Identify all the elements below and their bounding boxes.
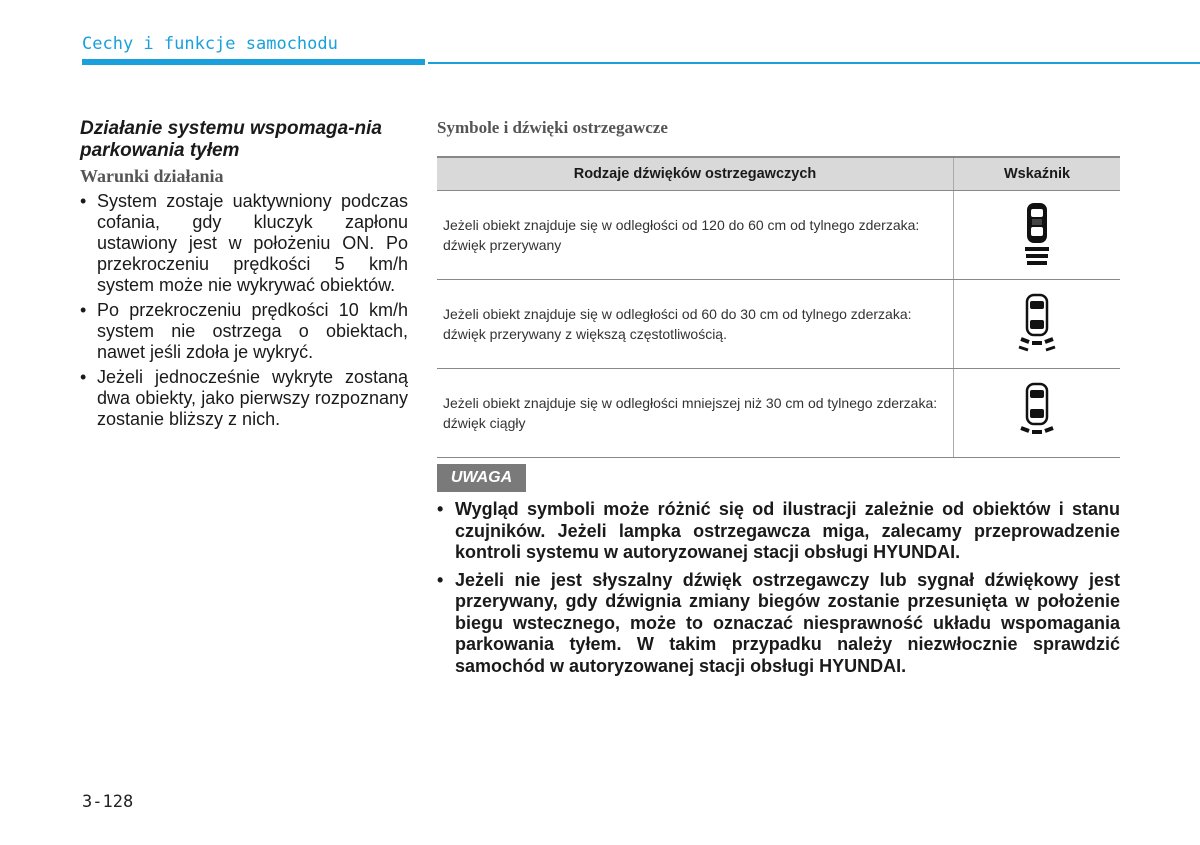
list-item xyxy=(80,191,408,296)
note-text: Wygląd symboli może różnić się od ilustracji zależnie od obiektów i stanu czujników. Jeżeli lampka ostrzegawcza miga, zalecamy przeprowadzenie kontroli systemu w autoryzowanej stacji obsługi HYUNDAI. xyxy=(455,499,1120,562)
left-column xyxy=(80,118,408,434)
list-item xyxy=(437,499,1120,564)
list-item-text: System zostaje uaktywniony podczas cofania, gdy kluczyk zapłonu ustawiony jest w położeniu ON. Po przekroczeniu prędkości 5 km/h system może nie wykrywać obiektów. xyxy=(97,191,408,295)
warning-badge: UWAGA xyxy=(437,464,526,492)
list-item xyxy=(437,570,1120,678)
note-text: Jeżeli nie jest słyszalny dźwięk ostrzegawczy lub sygnał dźwiękowy jest przerywany, gdy dźwignia zmiany biegów zostanie przesunięta w położenie biegu wstecznego, może to oznaczać niesprawność układu wspomagania parkowania tyłem. W takim przypadku należy niezwłocznie sprawdzić samochód w autoryzowanej stacji obsługi HYUNDAI. xyxy=(455,569,1120,676)
table-row xyxy=(437,191,1120,280)
section-header-title: Cechy i funkcje samochodu xyxy=(82,34,338,54)
bullet-icon: • xyxy=(80,300,87,320)
bullet-icon: • xyxy=(437,499,444,519)
table-row xyxy=(437,369,1120,458)
column-header-indicator: Wskaźnik xyxy=(954,157,1121,191)
car-sensor-far-icon xyxy=(1021,201,1053,267)
row-description: Jeżeli obiekt znajduje się w odległości od 120 do 60 cm od tylnego zderzaka: dźwięk przerywany xyxy=(437,191,954,280)
table-row xyxy=(437,280,1120,369)
section-heading: Działanie systemu wspomaga-nia parkowania tyłem xyxy=(80,118,382,161)
list-item-text: Po przekroczeniu prędkości 10 km/h system nie ostrzega o obiektach, nawet jeśli zdoła je wykryć. xyxy=(97,300,408,362)
list-item-text: Jeżeli jednocześnie wykryte zostaną dwa obiekty, jako pierwszy rozpoznany zostanie bliższy z nich. xyxy=(97,367,408,429)
row-description: Jeżeli obiekt znajduje się w odległości od 60 do 30 cm od tylnego zderzaka: dźwięk przerywany z większą częstotliwością. xyxy=(437,280,954,369)
subheading: Warunki działania xyxy=(80,166,224,186)
conditions-list xyxy=(80,191,408,430)
car-sensor-near-icon xyxy=(1015,382,1059,442)
table-header-row xyxy=(437,157,1120,191)
table-title: Symbole i dźwięki ostrzegawcze xyxy=(437,118,668,137)
column-header-sounds: Rodzaje dźwięków ostrzegawczych xyxy=(437,157,954,191)
warning-symbols-table xyxy=(437,156,1120,458)
bullet-icon: • xyxy=(437,569,444,590)
page-number: 3-128 xyxy=(82,792,134,812)
bullet-icon: • xyxy=(80,367,87,387)
list-item xyxy=(80,300,408,363)
list-item xyxy=(80,367,408,430)
bullet-icon: • xyxy=(80,191,87,211)
warning-notes xyxy=(437,499,1120,683)
header-rule-thick xyxy=(82,59,425,65)
car-sensor-mid-icon xyxy=(1015,293,1059,353)
row-description: Jeżeli obiekt znajduje się w odległości mniejszej niż 30 cm od tylnego zderzaka: dźwięk ciągły xyxy=(437,369,954,458)
header-rule-thin xyxy=(428,62,1200,64)
right-column xyxy=(437,118,1120,458)
